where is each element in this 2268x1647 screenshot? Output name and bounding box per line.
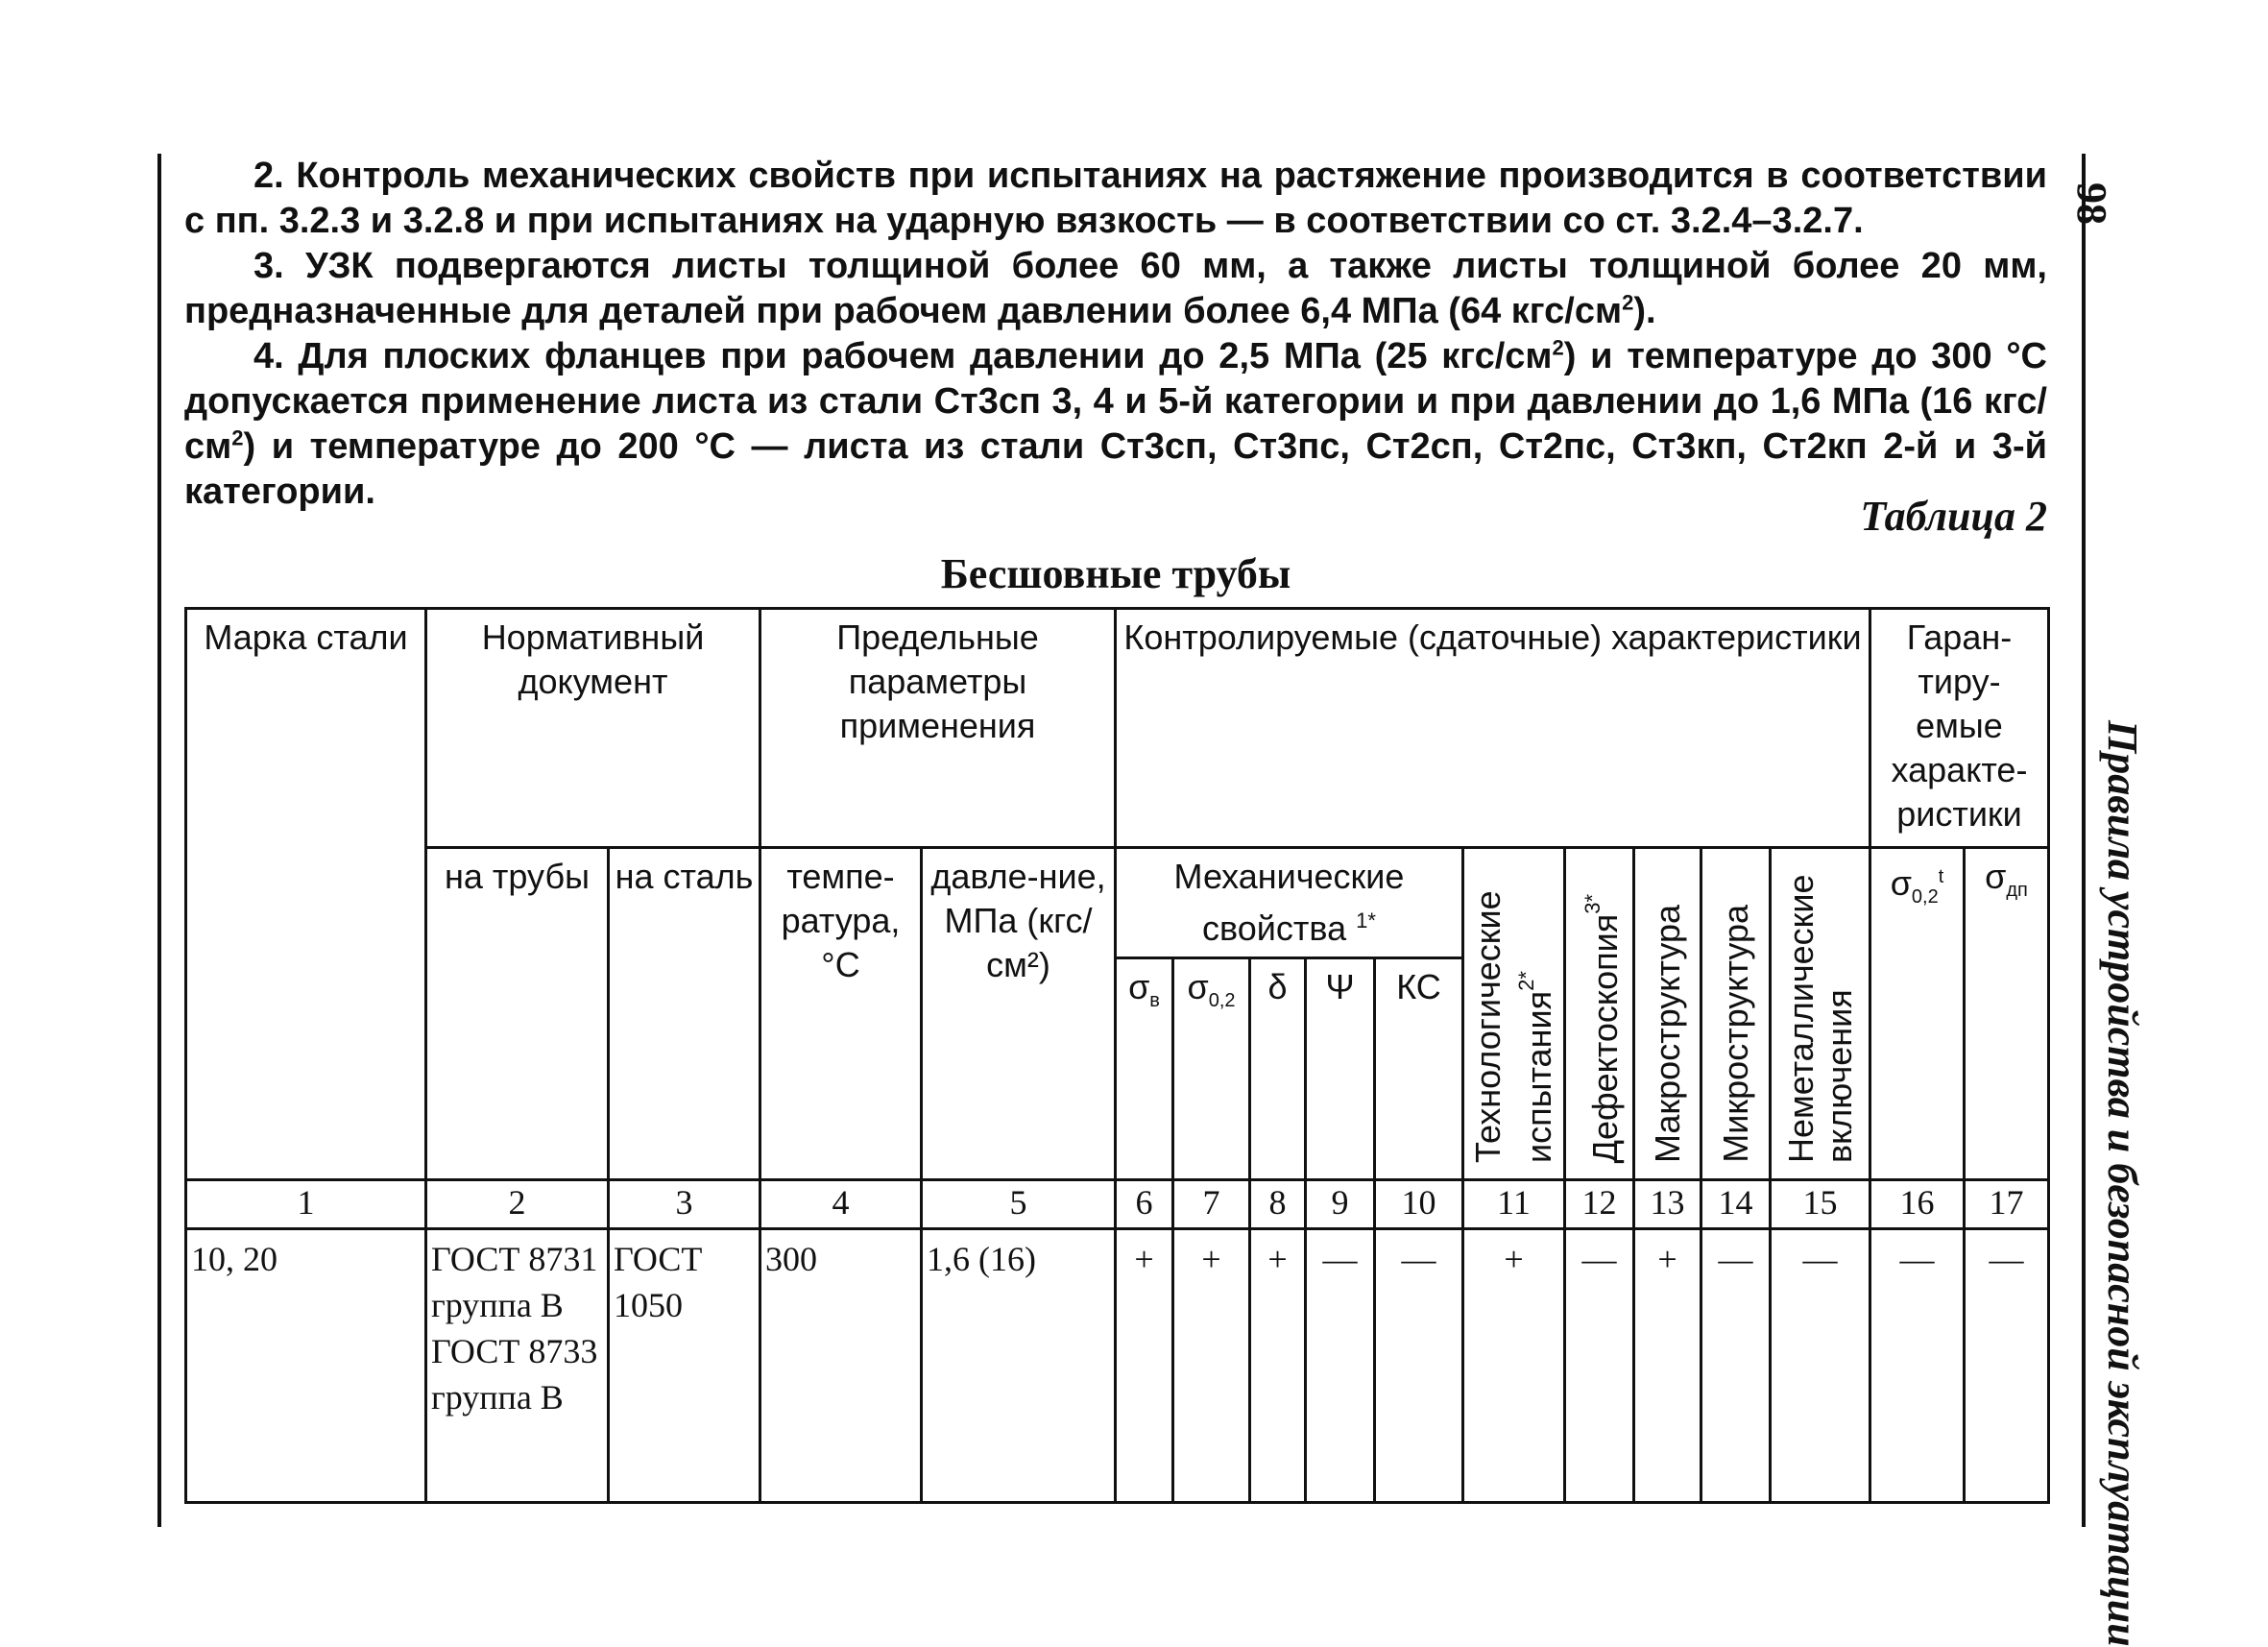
col-number: 2	[426, 1180, 609, 1229]
col-number: 14	[1701, 1180, 1771, 1229]
cell-mark: +	[1463, 1229, 1565, 1503]
col-number: 10	[1375, 1180, 1463, 1229]
col-number: 4	[760, 1180, 922, 1229]
cell-mark: +	[1173, 1229, 1250, 1503]
cell-mark: —	[1565, 1229, 1634, 1503]
col-number: 17	[1965, 1180, 2049, 1229]
col-grade-header: Марка стали	[186, 609, 426, 1180]
right-margin-rule	[2082, 154, 2086, 1527]
cell-mark: +	[1250, 1229, 1306, 1503]
table-title: Бесшовные трубы	[940, 550, 1291, 597]
col-number: 1	[186, 1180, 426, 1229]
col-number: 5	[922, 1180, 1116, 1229]
col-macro-header: Макроструктура	[1634, 848, 1701, 1180]
page-number: 98	[2068, 182, 2115, 225]
note-3: 3. УЗК подвергаются листы толщиной более 60 мм, а также листы толщиной более 20 мм, предназначенные для деталей при рабочем давлении более 6,4 МПа (64 кгс/$см^2$).	[184, 246, 2047, 331]
cell-mark: +	[1634, 1229, 1701, 1503]
col-number: 13	[1634, 1180, 1701, 1229]
col-kc-header: КС	[1375, 958, 1463, 1180]
col-number: 11	[1463, 1180, 1565, 1229]
cell-pipes-doc: ГОСТ 8731 группа В ГОСТ 8733 группа В	[426, 1229, 609, 1503]
col-sigma-v-header: $\sigma_в$	[1116, 958, 1173, 1180]
col-mech-header: Механические свойства $^{1*}$	[1116, 848, 1463, 958]
col-micro-header: Микроструктура	[1701, 848, 1771, 1180]
cell-mark: —	[1306, 1229, 1375, 1503]
col-guaranteed-header: Гаран-тиру-емые характе-ристики	[1870, 609, 2049, 848]
col-controlled-header: Контролируемые (сдаточные) характеристики	[1116, 609, 1870, 848]
col-temp-header: темпе-ратура, °С	[760, 848, 922, 1180]
col-number: 16	[1870, 1180, 1965, 1229]
col-psi-header: Ψ	[1306, 958, 1375, 1180]
col-number: 9	[1306, 1180, 1375, 1229]
table-row	[186, 1229, 2049, 1503]
running-head: Правила устройства и безопасной эксплуатации	[2099, 720, 2146, 1647]
col-number: 12	[1565, 1180, 1634, 1229]
header-row-2	[186, 848, 2049, 958]
note-4: 4. Для плоских фланцев при рабочем давлении до 2,5 МПа (25 кгс/$см^2$) и температуре до 300 °С допускается применение листа из стали Ст3сп 3, 4 и 5-й категории и при давлении до 1,6 МПа (16 кгс/$см^2$) и температуре до 200 °С — листа из стали Ст3сп, Ст3пс, Ст2сп, Ст2пс, Ст3кп, Ст2кп 2-й и 3-й категории.	[184, 335, 2047, 512]
cell-steel-doc: ГОСТ 1050	[609, 1229, 760, 1503]
cell-mark: —	[1375, 1229, 1463, 1503]
cell-grade: 10, 20	[186, 1229, 426, 1503]
cell-mark: +	[1116, 1229, 1173, 1503]
cell-mark: —	[1965, 1229, 2049, 1503]
header-row-1	[186, 609, 2049, 848]
col-number: 8	[1250, 1180, 1306, 1229]
col-normdoc-header: Нормативный документ	[426, 609, 760, 848]
col-defect-header: Дефектоскопия$^{3*}$	[1565, 848, 1634, 1180]
cell-temperature: 300	[760, 1229, 922, 1503]
col-pipes-header: на трубы	[426, 848, 609, 1180]
col-tech-header: Технологические испытания$^{2*}$	[1463, 848, 1565, 1180]
col-delta-header: δ	[1250, 958, 1306, 1180]
note-2: 2. Контроль механических свойств при испытаниях на растяжение производится в соответствии с пп. 3.2.3 и 3.2.8 и при испытаниях на ударную вязкость — в соответствии со ст. 3.2.4–3.2.7.	[184, 156, 2047, 241]
col-number: 15	[1771, 1180, 1870, 1229]
col-number: 3	[609, 1180, 760, 1229]
col-nonmetal-header: Неметаллические включения	[1771, 848, 1870, 1180]
col-limits-header: Предельные параметры применения	[760, 609, 1116, 848]
cell-mark: —	[1771, 1229, 1870, 1503]
table-label: Таблица 2	[1860, 493, 2047, 540]
col-number: 6	[1116, 1180, 1173, 1229]
left-margin-rule	[157, 154, 161, 1527]
col-pressure-header: давле-ние, МПа (кгс/см²)	[922, 848, 1116, 1180]
notes-text	[184, 154, 2047, 515]
cell-mark: —	[1870, 1229, 1965, 1503]
col-sigma-dp-header: $\sigma_{дп}$	[1965, 848, 2049, 1180]
col-number: 7	[1173, 1180, 1250, 1229]
seamless-pipes-table	[184, 607, 2050, 1504]
col-steel-header: на сталь	[609, 848, 760, 1180]
col-sigma02-header: $\sigma_{0,2}$	[1173, 958, 1250, 1180]
column-number-row	[186, 1180, 2049, 1229]
cell-pressure: 1,6 (16)	[922, 1229, 1116, 1503]
cell-mark: —	[1701, 1229, 1771, 1503]
col-g-sigma02-header: $\sigma_{0,2}^t$	[1870, 848, 1965, 1180]
